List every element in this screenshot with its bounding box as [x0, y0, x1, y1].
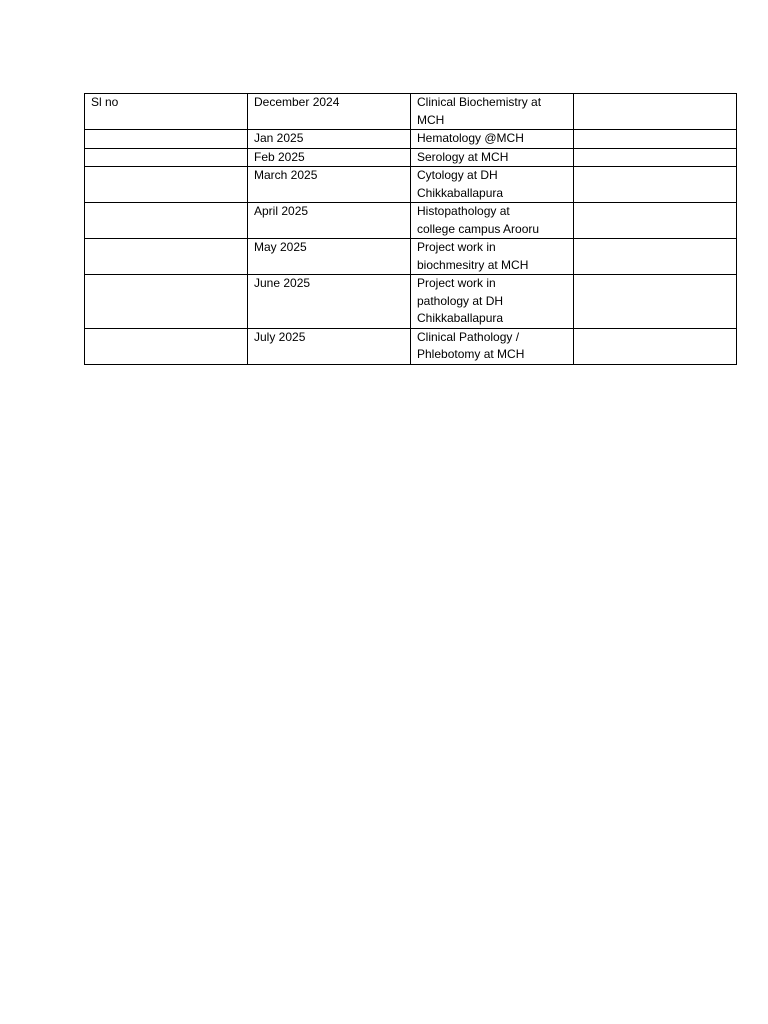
table-cell-sl-no: [85, 167, 248, 203]
table-cell-month: May 2025: [248, 239, 411, 275]
table-cell-posting: Project work in biochmesitry at MCH: [411, 239, 574, 275]
table-cell-empty: [574, 130, 737, 149]
table-cell-posting: Serology at MCH: [411, 148, 574, 167]
table-row: [85, 203, 737, 239]
table-cell-sl-no: [85, 275, 248, 329]
table-cell-month: December 2024: [248, 94, 411, 130]
table-cell-sl-no: [85, 239, 248, 275]
table-row: [85, 239, 737, 275]
table-cell-empty: [574, 275, 737, 329]
table-cell-sl-no: [85, 203, 248, 239]
posting-schedule-table: [84, 93, 737, 365]
table-cell-sl-no: [85, 328, 248, 364]
table-row: [85, 167, 737, 203]
table-cell-posting: Histopathology at college campus Arooru: [411, 203, 574, 239]
table-cell-empty: [574, 148, 737, 167]
table-cell-empty: [574, 167, 737, 203]
table-row: [85, 328, 737, 364]
table-cell-sl-no: Sl no: [85, 94, 248, 130]
table-cell-month: Feb 2025: [248, 148, 411, 167]
table-cell-posting: Project work in pathology at DH Chikkaballapura: [411, 275, 574, 329]
table-cell-posting: Clinical Pathology / Phlebotomy at MCH: [411, 328, 574, 364]
table-cell-empty: [574, 328, 737, 364]
table-cell-posting: Clinical Biochemistry at MCH: [411, 94, 574, 130]
table-row: [85, 148, 737, 167]
table-cell-empty: [574, 203, 737, 239]
table-cell-month: Jan 2025: [248, 130, 411, 149]
table-row: [85, 275, 737, 329]
table-row: [85, 130, 737, 149]
table-cell-empty: [574, 239, 737, 275]
table-cell-posting: Hematology @MCH: [411, 130, 574, 149]
table-cell-month: March 2025: [248, 167, 411, 203]
table-cell-sl-no: [85, 148, 248, 167]
table-cell-month: July 2025: [248, 328, 411, 364]
table-cell-sl-no: [85, 130, 248, 149]
table-cell-posting: Cytology at DH Chikkaballapura: [411, 167, 574, 203]
table-cell-month: April 2025: [248, 203, 411, 239]
table-cell-empty: [574, 94, 737, 130]
table-cell-month: June 2025: [248, 275, 411, 329]
table-row: [85, 94, 737, 130]
